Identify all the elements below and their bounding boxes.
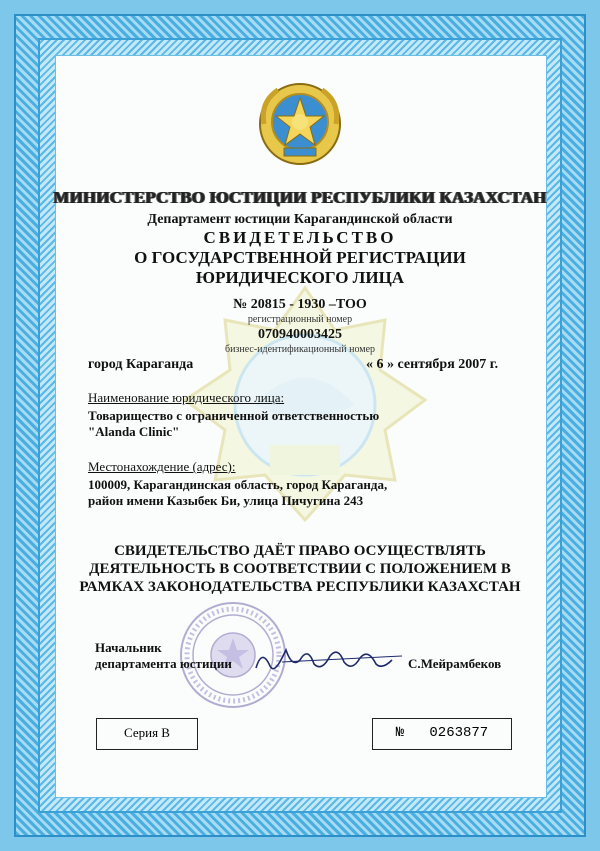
statement-line3: РАМКАХ ЗАКОНОДАТЕЛЬСТВА РЕСПУБЛИКИ КАЗАХСТАН <box>79 579 521 595</box>
certificate-subtitle-line1: О ГОСУДАРСТВЕННОЙ РЕГИСТРАЦИИ <box>134 248 466 267</box>
ministry-heading: МИНИСТЕРСТВО ЮСТИЦИИ РЕСПУБЛИКИ КАЗАХСТАН <box>53 188 547 207</box>
entity-name-label: Наименование юридического лица: <box>88 390 285 405</box>
entity-name-line1: Товарищество с ограниченной ответственностью <box>88 408 380 423</box>
city: город Караганда <box>88 357 194 372</box>
certificate-subtitle-line2: ЮРИДИЧЕСКОГО ЛИЦА <box>195 268 405 287</box>
signatory-name: С.Мейрамбеков <box>408 656 502 671</box>
address-line2: район имени Казыбек Би, улица Пичугина 243 <box>88 493 364 508</box>
registration-number: № 20815 - 1930 –ТОО <box>233 297 367 312</box>
entity-name-line2: "Alanda Clinic" <box>88 424 180 439</box>
series-box <box>96 718 198 750</box>
statement-line2: ДЕЯТЕЛЬНОСТЬ В СООТВЕТСТВИИ С ПОЛОЖЕНИЕМ В <box>89 561 511 577</box>
handwritten-signature-icon <box>252 638 412 678</box>
form-number: № 0263877 <box>395 725 489 741</box>
state-emblem-icon <box>258 82 342 166</box>
address-label: Местонахождение (адрес): <box>88 459 236 474</box>
signatory-position-line2: департамента юстиции <box>95 656 232 671</box>
series-label: Серия В <box>124 725 170 740</box>
address-line1: 100009, Карагандинская область, город Караганда, <box>88 477 388 492</box>
statement-line1: СВИДЕТЕЛЬСТВО ДАЁТ ПРАВО ОСУЩЕСТВЛЯТЬ <box>114 543 486 559</box>
certificate-title: СВИДЕТЕЛЬСТВО <box>203 228 397 247</box>
bin-number: 070940003425 <box>258 327 342 342</box>
registration-number-label: регистрационный номер <box>247 314 353 325</box>
signatory-position-line1: Начальник <box>95 640 162 655</box>
bin-number-label: бизнес-идентификационный номер <box>224 344 376 355</box>
issue-date: « 6 » сентября 2007 г. <box>366 357 499 372</box>
department-name: Департамент юстиции Карагандинской области <box>147 212 453 227</box>
form-number-box <box>372 718 512 750</box>
